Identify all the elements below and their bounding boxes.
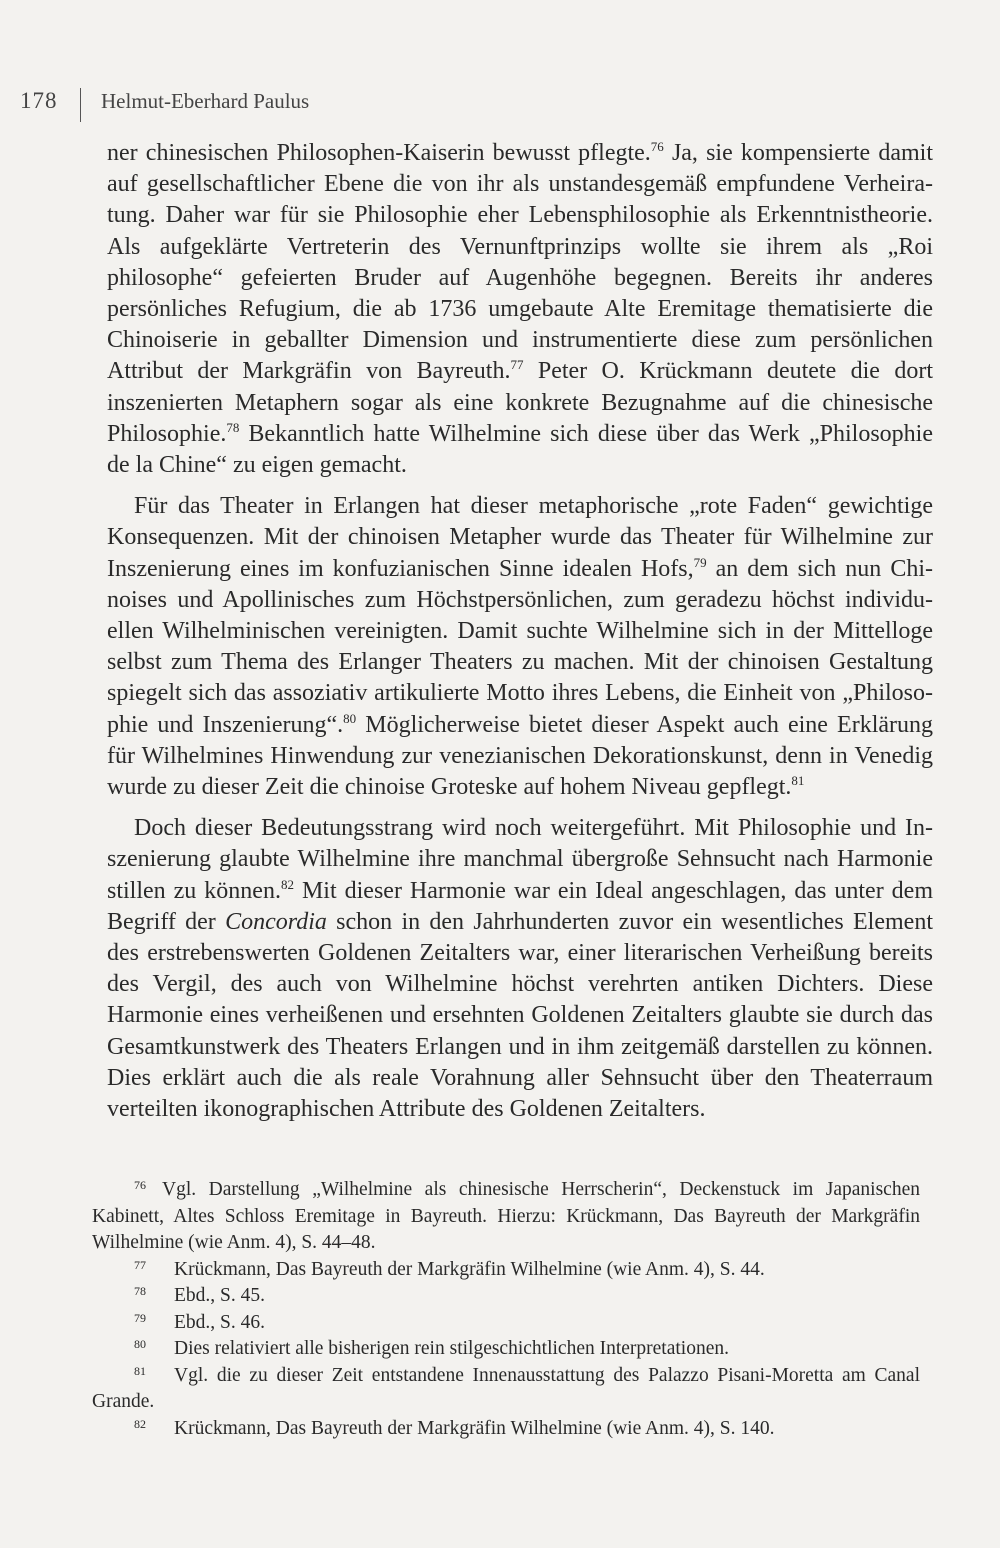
footnote: 78 Ebd., S. 45. (134, 1284, 266, 1306)
footnote-text: Krückmann, Das Bayreuth der Markgräfin Wilhelmine (wie Anm. 4), S. 44. (174, 1258, 765, 1280)
footnote-reference: 76 (650, 139, 664, 154)
footnote-reference: 80 (343, 710, 357, 726)
text-run: Peter O. Krückmann deutete die dort inszenierten Metaphern sogar als eine konkrete Bezugnahme auf die chinesische Philosophie. (107, 358, 933, 447)
footnote-text: Dies relativiert alle bisherigen rein stilgeschichtlichen Interpretationen. (174, 1338, 729, 1359)
text-run: Bekanntlich hatte Wilhelmine sich diese über das Werk „Philosophie de la Chine“ zu eigen gemacht. (107, 420, 933, 479)
header-divider (80, 88, 82, 122)
footnote-text: Ebd., S. 45. (174, 1285, 266, 1306)
page-number: 178 (20, 88, 58, 113)
footnote: 76 Vgl. Darstellung „Wilhelmine als chinesische Herrscherin“, Deckenstuck im Japanischen Kabinett, Altes Schloss Eremitage in Bayreuth. Hierzu: Krückmann, Das Bayreuth der Markgräfin Wilhelmine (wie Anm. 4), S. 44–48. (92, 1178, 920, 1253)
text-run: Doch dieser Bedeutungsstrang wird noch weitergeführt. Mit Philosophie und Inszenierung glaubte Wilhelmine ihre manchmal übergroße Sehnsucht nach Harmonie stillen zu können. (107, 815, 933, 904)
footnote: 77 Krückmann, Das Bayreuth der Markgräfin Wilhelmine (wie Anm. 4), S. 44. (134, 1257, 765, 1280)
footnote-reference: 77 (510, 357, 524, 373)
main-text (107, 138, 933, 1125)
footnote: 81 Vgl. die zu dieser Zeit entstandene Innenausstattung des Palazzo Pisani-Moretta am Canal Grande. (92, 1363, 920, 1412)
footnote-text: Ebd., S. 46. (174, 1311, 266, 1333)
footnote: 82 Krückmann, Das Bayreuth der Markgräfin Wilhelmine (wie Anm. 4), S. 140. (134, 1416, 775, 1439)
body-paragraph (107, 491, 933, 803)
footnote-text: Krückmann, Das Bayreuth der Markgräfin Wilhelmine (wie Anm. 4), S. 140. (174, 1417, 775, 1439)
footnote-reference: 78 (226, 419, 240, 435)
text-run: Mit dieser Harmonie war ein Ideal angeschlagen, das unter dem Begriff der (107, 877, 934, 935)
footnote-text: Vgl. die zu dieser Zeit entstandene Innenausstattung des Palazzo Pisani-Moretta am Canal Grande. (92, 1364, 920, 1412)
footnote: 79 Ebd., S. 46. (134, 1310, 266, 1333)
footnote: 80 Dies relativiert alle bisherigen rein stilgeschichtlichen Interpretationen. (134, 1337, 729, 1359)
footnote-reference: 79 (693, 554, 707, 570)
text-run: an dem sich nun Chinoises und Apollinisches zum Höchstpersönlichen, zum geradezu höchst individuellen Wilhelminischen vereinigten. Damit suchte Wilhelmine sich in der Mittelloge selbst zum Thema des Erlanger Theaters zu machen. Mit der chinoisen Gestaltung spiegelt sich das assoziativ artikulierte Motto ihres Lebens, die Einheit von „Philosophie und Inszenierung“. (107, 555, 934, 738)
text-run: Für das Theater in Erlangen hat dieser metaphorische „rote Faden“ gewichtige Konsequenzen. Mit der chinoisen Metapher wurde das Theater für Wilhelmine zur Inszenierung eines im konfuzianischen Sinne idealen Hofs, (107, 493, 933, 582)
footnote-reference: 81 (791, 773, 805, 789)
running-header (20, 84, 309, 118)
running-head-author: Helmut-Eberhard Paulus (101, 88, 310, 113)
text-run: schon in den Jahrhunderten zuvor ein wesentliches Element des erstrebenswerten Goldenen Zeitalters war, einer literarischen Verheißung bereits des Vergil, des auch von Wilhelmine höchst verehrten antiken Dichters. Diese Harmonie eines verheißenen und ersehnten Goldenen Zeitalters glaubte sie durch das Gesamtkunstwerk des Theaters Erlangen und in ihm zeitgemäß darstellen zu können. Dies erklärt auch die als reale Vorahnung aller Sehnsucht über den Theaterraum verteilten ikonographischen Attribute des Goldenen Zeitalters. (107, 908, 933, 1123)
text-run: Ja, sie kompensierte damit auf gesellschaftlicher Ebene die von ihr als unstandesgemäß empfundene Verheiratung. Daher war für sie Philosophie eher Lebensphilosophie als Erkenntnistheorie. Als aufgeklärte Vertreterin des Vernunftprinzips wollte sie ihrem als „Roi philosophe“ gefeierten Bruder auf Augenhöhe begegnen. Bereits ihr anderes persönliches Refugium, die ab 1736 umgebaute Alte Eremitage thematisierte die Chinoiserie in geballter Dimension und instrumentierte diese zum persönlichen Attribut der Markgräfin von Bayreuth. (107, 140, 933, 385)
footnote-text: Vgl. Darstellung „Wilhelmine als chinesische Herrscherin“, Deckenstuck im Japanischen Kabinett, Altes Schloss Eremitage in Bayreuth. Hierzu: Krückmann, Das Bayreuth der Markgräfin Wilhelmine (wie Anm. 4), S. 44–48. (92, 1179, 920, 1253)
emphasis-text: Concordia (225, 908, 327, 935)
footnote-reference: 82 (280, 876, 294, 892)
text-run: ner chinesischen Philosophen-Kaiserin bewusst pflegte. (107, 140, 651, 166)
body-paragraph (107, 138, 933, 481)
footnotes (92, 1177, 920, 1442)
text-run: Möglicherweise bietet dieser Aspekt auch eine Erklärung für Wilhelmines Hinwendung zur venezianischen Dekorationskunst, denn in Venedig wurde zu dieser Zeit die chinoise Groteske auf hohem Niveau gepflegt. (107, 711, 934, 801)
body-paragraph (107, 813, 933, 1125)
